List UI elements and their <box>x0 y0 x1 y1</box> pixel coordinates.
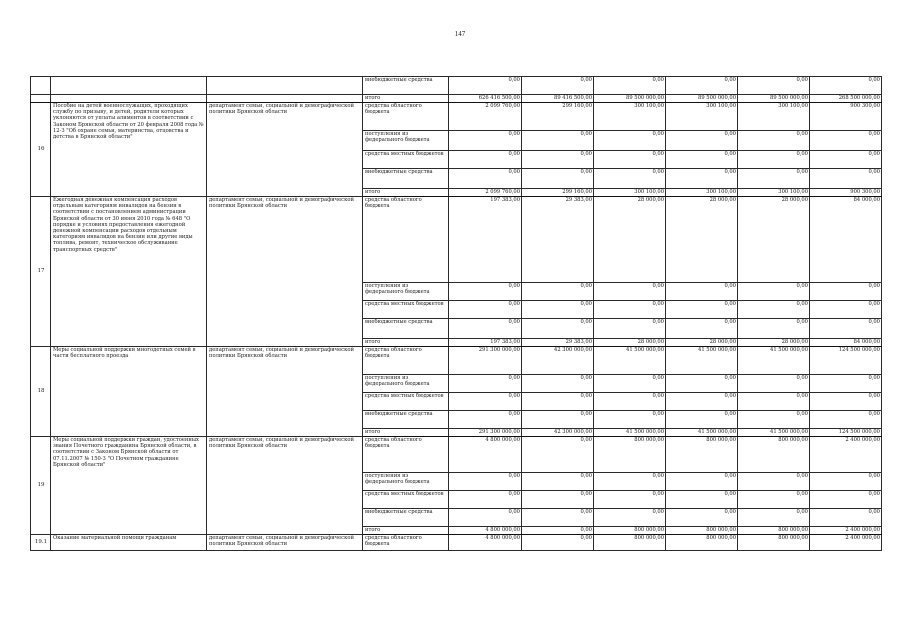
amount-cell: 84 000,00 <box>810 197 882 283</box>
amount-cell: 124 500 000,00 <box>810 429 882 437</box>
amount-cell: 0,00 <box>522 375 594 393</box>
funding-source-cell: средства местных бюджетов <box>363 491 449 509</box>
amount-cell: 0,00 <box>449 169 522 189</box>
amount-cell: 268 500 000,00 <box>810 95 882 103</box>
item-number-cell: 17 <box>31 197 51 347</box>
amount-cell: 28 000,00 <box>738 197 810 283</box>
department-cell: департамент семьи, социальной и демографической политики Брянской области <box>207 197 363 347</box>
amount-cell: 0,00 <box>449 151 522 169</box>
department-cell: департамент семьи, социальной и демографической политики Брянской области <box>207 535 363 551</box>
amount-cell: 900 300,00 <box>810 103 882 131</box>
amount-cell: 0,00 <box>738 169 810 189</box>
amount-cell: 0,00 <box>449 131 522 151</box>
amount-cell: 900 300,00 <box>810 189 882 197</box>
amount-cell: 0,00 <box>594 77 666 95</box>
funding-source-cell: средства местных бюджетов <box>363 393 449 411</box>
funding-source-cell: поступления из федерального бюджета <box>363 283 449 301</box>
amount-cell: 28 000,00 <box>594 197 666 283</box>
amount-cell: 291 300 000,00 <box>449 347 522 375</box>
measure-title-cell: Меры социальной поддержки граждан, удостоенных звания Почетного гражданина Брянской области, в соответствии с Законом Брянской области от 07.11.2007 № 150-З "О Почетном гражданине Брянской области" <box>51 437 207 535</box>
amount-cell: 299 160,00 <box>522 103 594 131</box>
amount-cell: 0,00 <box>594 393 666 411</box>
funding-source-cell: внебюджетные средства <box>363 319 449 339</box>
funding-source-cell: средства областного бюджета <box>363 103 449 131</box>
amount-cell: 300 100,00 <box>594 103 666 131</box>
amount-cell: 0,00 <box>522 319 594 339</box>
amount-cell: 0,00 <box>738 319 810 339</box>
amount-cell: 124 500 000,00 <box>810 347 882 375</box>
amount-cell: 2 400 000,00 <box>810 437 882 473</box>
amount-cell: 0,00 <box>449 375 522 393</box>
table-row <box>31 437 882 473</box>
funding-source-cell: итого <box>363 339 449 347</box>
amount-cell: 0,00 <box>666 151 738 169</box>
amount-cell: 0,00 <box>522 473 594 491</box>
amount-cell: 0,00 <box>810 393 882 411</box>
amount-cell: 0,00 <box>738 509 810 527</box>
amount-cell: 0,00 <box>666 301 738 319</box>
amount-cell: 4 800 000,00 <box>449 527 522 535</box>
department-cell: департамент семьи, социальной и демографической политики Брянской области <box>207 347 363 437</box>
amount-cell: 0,00 <box>738 473 810 491</box>
amount-cell: 4 800 000,00 <box>449 437 522 473</box>
amount-cell: 0,00 <box>522 131 594 151</box>
amount-cell: 0,00 <box>449 509 522 527</box>
measure-title-cell <box>51 77 207 95</box>
amount-cell: 0,00 <box>449 473 522 491</box>
amount-cell: 0,00 <box>666 131 738 151</box>
amount-cell: 800 000,00 <box>594 437 666 473</box>
amount-cell: 0,00 <box>449 393 522 411</box>
amount-cell: 0,00 <box>449 491 522 509</box>
department-cell: департамент семьи, социальной и демографической политики Брянской области <box>207 103 363 197</box>
amount-cell: 299 160,00 <box>522 189 594 197</box>
amount-cell: 626 416 500,00 <box>449 95 522 103</box>
amount-cell: 4 800 000,00 <box>449 535 522 551</box>
amount-cell: 89 500 000,00 <box>738 95 810 103</box>
amount-cell: 41 500 000,00 <box>738 429 810 437</box>
amount-cell: 28 000,00 <box>738 339 810 347</box>
funding-source-cell: поступления из федерального бюджета <box>363 131 449 151</box>
amount-cell: 0,00 <box>810 169 882 189</box>
amount-cell: 0,00 <box>666 375 738 393</box>
amount-cell: 0,00 <box>522 437 594 473</box>
amount-cell: 0,00 <box>738 411 810 429</box>
amount-cell: 0,00 <box>449 319 522 339</box>
amount-cell: 0,00 <box>666 473 738 491</box>
amount-cell: 0,00 <box>738 491 810 509</box>
amount-cell: 0,00 <box>810 319 882 339</box>
amount-cell: 0,00 <box>810 411 882 429</box>
amount-cell: 0,00 <box>594 411 666 429</box>
amount-cell: 0,00 <box>594 491 666 509</box>
amount-cell: 84 000,00 <box>810 339 882 347</box>
funding-source-cell: средства областного бюджета <box>363 347 449 375</box>
amount-cell: 28 000,00 <box>666 197 738 283</box>
department-cell <box>207 77 363 95</box>
amount-cell: 0,00 <box>594 473 666 491</box>
funding-source-cell: итого <box>363 189 449 197</box>
amount-cell: 0,00 <box>522 169 594 189</box>
amount-cell: 800 000,00 <box>666 535 738 551</box>
item-number-cell: 19.1 <box>31 535 51 551</box>
amount-cell: 0,00 <box>738 151 810 169</box>
amount-cell: 0,00 <box>522 283 594 301</box>
amount-cell: 0,00 <box>810 473 882 491</box>
amount-cell: 0,00 <box>738 301 810 319</box>
amount-cell: 0,00 <box>522 527 594 535</box>
amount-cell: 0,00 <box>522 393 594 411</box>
measure-title-cell: Ежегодная денежная компенсация расходов отдельным категориям инвалидов на бензин в соответствии с постановлением администрации Брянской области от 30 июня 2010 года № 648 "О порядке и условиях предоставления ежегодной денежной компенсации расходов отдельным категориям инвалидов на бензин или другие виды топлива, ремонт, техническое обслуживание транспортных средств" <box>51 197 207 347</box>
amount-cell: 0,00 <box>449 301 522 319</box>
amount-cell: 0,00 <box>738 283 810 301</box>
amount-cell: 0,00 <box>666 77 738 95</box>
funding-source-cell: итого <box>363 429 449 437</box>
amount-cell: 42 300 000,00 <box>522 347 594 375</box>
amount-cell: 2 400 000,00 <box>810 535 882 551</box>
amount-cell: 0,00 <box>594 131 666 151</box>
table-row <box>31 77 882 95</box>
funding-source-cell: внебюджетные средства <box>363 77 449 95</box>
table-row <box>31 197 882 283</box>
amount-cell: 28 000,00 <box>594 339 666 347</box>
amount-cell: 800 000,00 <box>594 535 666 551</box>
amount-cell: 0,00 <box>810 77 882 95</box>
amount-cell: 300 100,00 <box>738 189 810 197</box>
amount-cell: 0,00 <box>594 319 666 339</box>
amount-cell: 0,00 <box>594 169 666 189</box>
funding-source-cell: внебюджетные средства <box>363 169 449 189</box>
amount-cell: 29 383,00 <box>522 197 594 283</box>
funding-source-cell: поступления из федерального бюджета <box>363 375 449 393</box>
amount-cell: 0,00 <box>666 319 738 339</box>
amount-cell: 0,00 <box>810 301 882 319</box>
item-number-cell: 18 <box>31 347 51 437</box>
item-number-cell <box>31 95 51 103</box>
amount-cell: 0,00 <box>594 283 666 301</box>
funding-source-cell: средства местных бюджетов <box>363 301 449 319</box>
amount-cell: 800 000,00 <box>594 527 666 535</box>
amount-cell: 0,00 <box>738 131 810 151</box>
amount-cell: 0,00 <box>666 283 738 301</box>
measure-title-cell: Меры социальной поддержки многодетных семей в части бесплатного проезда <box>51 347 207 437</box>
amount-cell: 0,00 <box>594 375 666 393</box>
funding-source-cell: средства местных бюджетов <box>363 151 449 169</box>
amount-cell: 2 099 760,00 <box>449 189 522 197</box>
amount-cell: 300 100,00 <box>738 103 810 131</box>
department-cell: департамент семьи, социальной и демографической политики Брянской области <box>207 437 363 535</box>
amount-cell: 41 500 000,00 <box>594 429 666 437</box>
funding-source-cell: итого <box>363 527 449 535</box>
funding-source-cell: внебюджетные средства <box>363 509 449 527</box>
amount-cell: 41 500 000,00 <box>594 347 666 375</box>
amount-cell: 0,00 <box>810 131 882 151</box>
item-number-cell: 16 <box>31 103 51 197</box>
amount-cell: 0,00 <box>738 393 810 411</box>
amount-cell: 0,00 <box>738 77 810 95</box>
table-row-total <box>31 95 882 103</box>
amount-cell: 0,00 <box>666 491 738 509</box>
amount-cell: 0,00 <box>810 151 882 169</box>
amount-cell: 89 416 500,00 <box>522 95 594 103</box>
amount-cell: 42 300 000,00 <box>522 429 594 437</box>
amount-cell: 41 500 000,00 <box>738 347 810 375</box>
amount-cell: 0,00 <box>666 393 738 411</box>
amount-cell: 0,00 <box>522 151 594 169</box>
amount-cell: 0,00 <box>738 375 810 393</box>
amount-cell: 0,00 <box>810 491 882 509</box>
amount-cell: 41 500 000,00 <box>666 429 738 437</box>
amount-cell: 0,00 <box>594 301 666 319</box>
measure-title-cell: Пособие на детей военнослужащих, проходящих службу по призыву, и детей, родители которых уклоняются от уплаты алиментов в соответствии с Законом Брянской области от 20 февраля 2008 года № 12-З "Об охране семьи, материнства, отцовства и детства в Брянской области" <box>51 103 207 197</box>
amount-cell: 800 000,00 <box>738 527 810 535</box>
amount-cell: 0,00 <box>522 77 594 95</box>
amount-cell: 0,00 <box>594 509 666 527</box>
amount-cell: 300 100,00 <box>594 189 666 197</box>
amount-cell: 0,00 <box>522 301 594 319</box>
table-row <box>31 347 882 375</box>
amount-cell: 197 383,00 <box>449 197 522 283</box>
amount-cell: 0,00 <box>810 283 882 301</box>
budget-table <box>30 76 882 551</box>
amount-cell: 0,00 <box>449 77 522 95</box>
page-number: 147 <box>454 30 466 38</box>
table-body <box>31 77 882 551</box>
measure-title-cell <box>51 95 207 103</box>
amount-cell: 0,00 <box>594 151 666 169</box>
item-number-cell: 19 <box>31 437 51 535</box>
amount-cell: 0,00 <box>522 491 594 509</box>
amount-cell: 89 500 000,00 <box>594 95 666 103</box>
amount-cell: 800 000,00 <box>666 437 738 473</box>
funding-source-cell: средства областного бюджета <box>363 437 449 473</box>
amount-cell: 28 000,00 <box>666 339 738 347</box>
table-row <box>31 535 882 551</box>
funding-source-cell: итого <box>363 95 449 103</box>
item-number-cell <box>31 77 51 95</box>
amount-cell: 2 099 760,00 <box>449 103 522 131</box>
amount-cell: 0,00 <box>666 411 738 429</box>
amount-cell: 2 400 000,00 <box>810 527 882 535</box>
amount-cell: 291 300 000,00 <box>449 429 522 437</box>
amount-cell: 0,00 <box>522 509 594 527</box>
table-row <box>31 103 882 131</box>
funding-source-cell: средства областного бюджета <box>363 535 449 551</box>
department-cell <box>207 95 363 103</box>
measure-title-cell: Оказание материальной помощи гражданам <box>51 535 207 551</box>
amount-cell: 800 000,00 <box>738 535 810 551</box>
amount-cell: 800 000,00 <box>666 527 738 535</box>
amount-cell: 0,00 <box>810 509 882 527</box>
amount-cell: 0,00 <box>666 169 738 189</box>
amount-cell: 0,00 <box>522 411 594 429</box>
amount-cell: 197 383,00 <box>449 339 522 347</box>
funding-source-cell: средства областного бюджета <box>363 197 449 283</box>
amount-cell: 0,00 <box>449 411 522 429</box>
amount-cell: 0,00 <box>666 509 738 527</box>
amount-cell: 89 500 000,00 <box>666 95 738 103</box>
amount-cell: 300 100,00 <box>666 189 738 197</box>
funding-source-cell: внебюджетные средства <box>363 411 449 429</box>
funding-source-cell: поступления из федерального бюджета <box>363 473 449 491</box>
amount-cell: 300 100,00 <box>666 103 738 131</box>
amount-cell: 29 383,00 <box>522 339 594 347</box>
amount-cell: 800 000,00 <box>738 437 810 473</box>
amount-cell: 0,00 <box>810 375 882 393</box>
amount-cell: 0,00 <box>449 283 522 301</box>
amount-cell: 41 500 000,00 <box>666 347 738 375</box>
amount-cell: 0,00 <box>522 535 594 551</box>
